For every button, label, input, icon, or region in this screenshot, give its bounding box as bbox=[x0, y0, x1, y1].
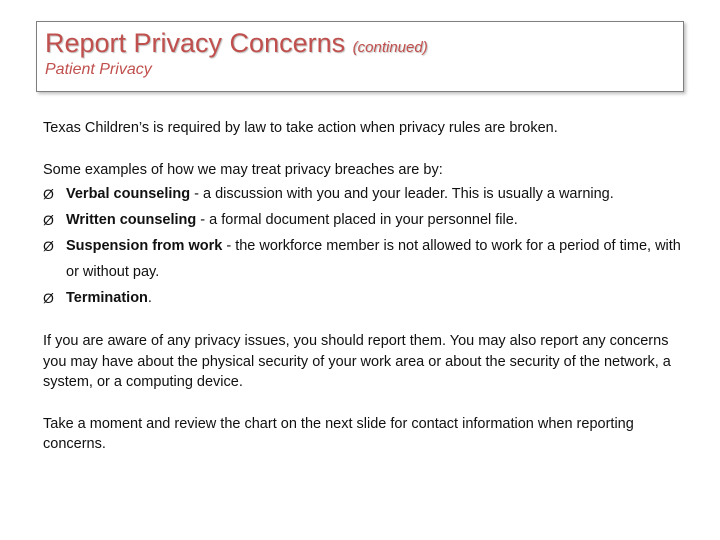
page-title bbox=[45, 26, 428, 65]
closing-section bbox=[43, 414, 683, 455]
list-item bbox=[43, 233, 683, 285]
report-paragraph: If you are aware of any privacy issues, you should report them. You may also report any concerns you may have about the physical security of your work area or about the security of the network, a system, or a computing device. bbox=[43, 333, 671, 390]
bullet-term: Verbal counseling bbox=[66, 186, 191, 202]
arrow-bullet-icon: Ø bbox=[43, 186, 54, 202]
bullet-text: - the workforce member is not allowed to work for a period of time, with or without pay. bbox=[66, 238, 681, 280]
arrow-bullet-icon: Ø bbox=[43, 212, 54, 228]
intro-paragraph: Texas Children’s is required by law to take action when privacy rules are broken. bbox=[43, 120, 558, 136]
bullet-term: Suspension from work bbox=[66, 238, 223, 254]
arrow-bullet-icon: Ø bbox=[43, 238, 54, 254]
bullet-term: Written counseling bbox=[66, 212, 197, 228]
report-section bbox=[43, 331, 683, 393]
bullet-text: - a discussion with you and your leader. This is usually a warning. bbox=[190, 186, 614, 202]
page-subtitle: Patient Privacy bbox=[45, 61, 152, 78]
title-box bbox=[36, 21, 684, 92]
list-item bbox=[43, 285, 683, 311]
bullet-term: Termination bbox=[66, 290, 148, 306]
arrow-bullet-icon: Ø bbox=[43, 290, 54, 306]
slide-content bbox=[43, 117, 683, 455]
closing-paragraph: Take a moment and review the chart on the next slide for contact information when reporting concerns. bbox=[43, 415, 634, 452]
examples-lead: Some examples of how we may treat privacy breaches are by: bbox=[43, 162, 443, 178]
list-item bbox=[43, 181, 683, 207]
bullet-text: - a formal document placed in your personnel file. bbox=[196, 212, 518, 228]
list-item bbox=[43, 207, 683, 233]
title-text: Report Privacy Concerns bbox=[45, 28, 346, 58]
title-suffix: (continued) bbox=[352, 39, 428, 56]
bullet-text: . bbox=[147, 290, 152, 306]
examples-list bbox=[43, 181, 683, 311]
